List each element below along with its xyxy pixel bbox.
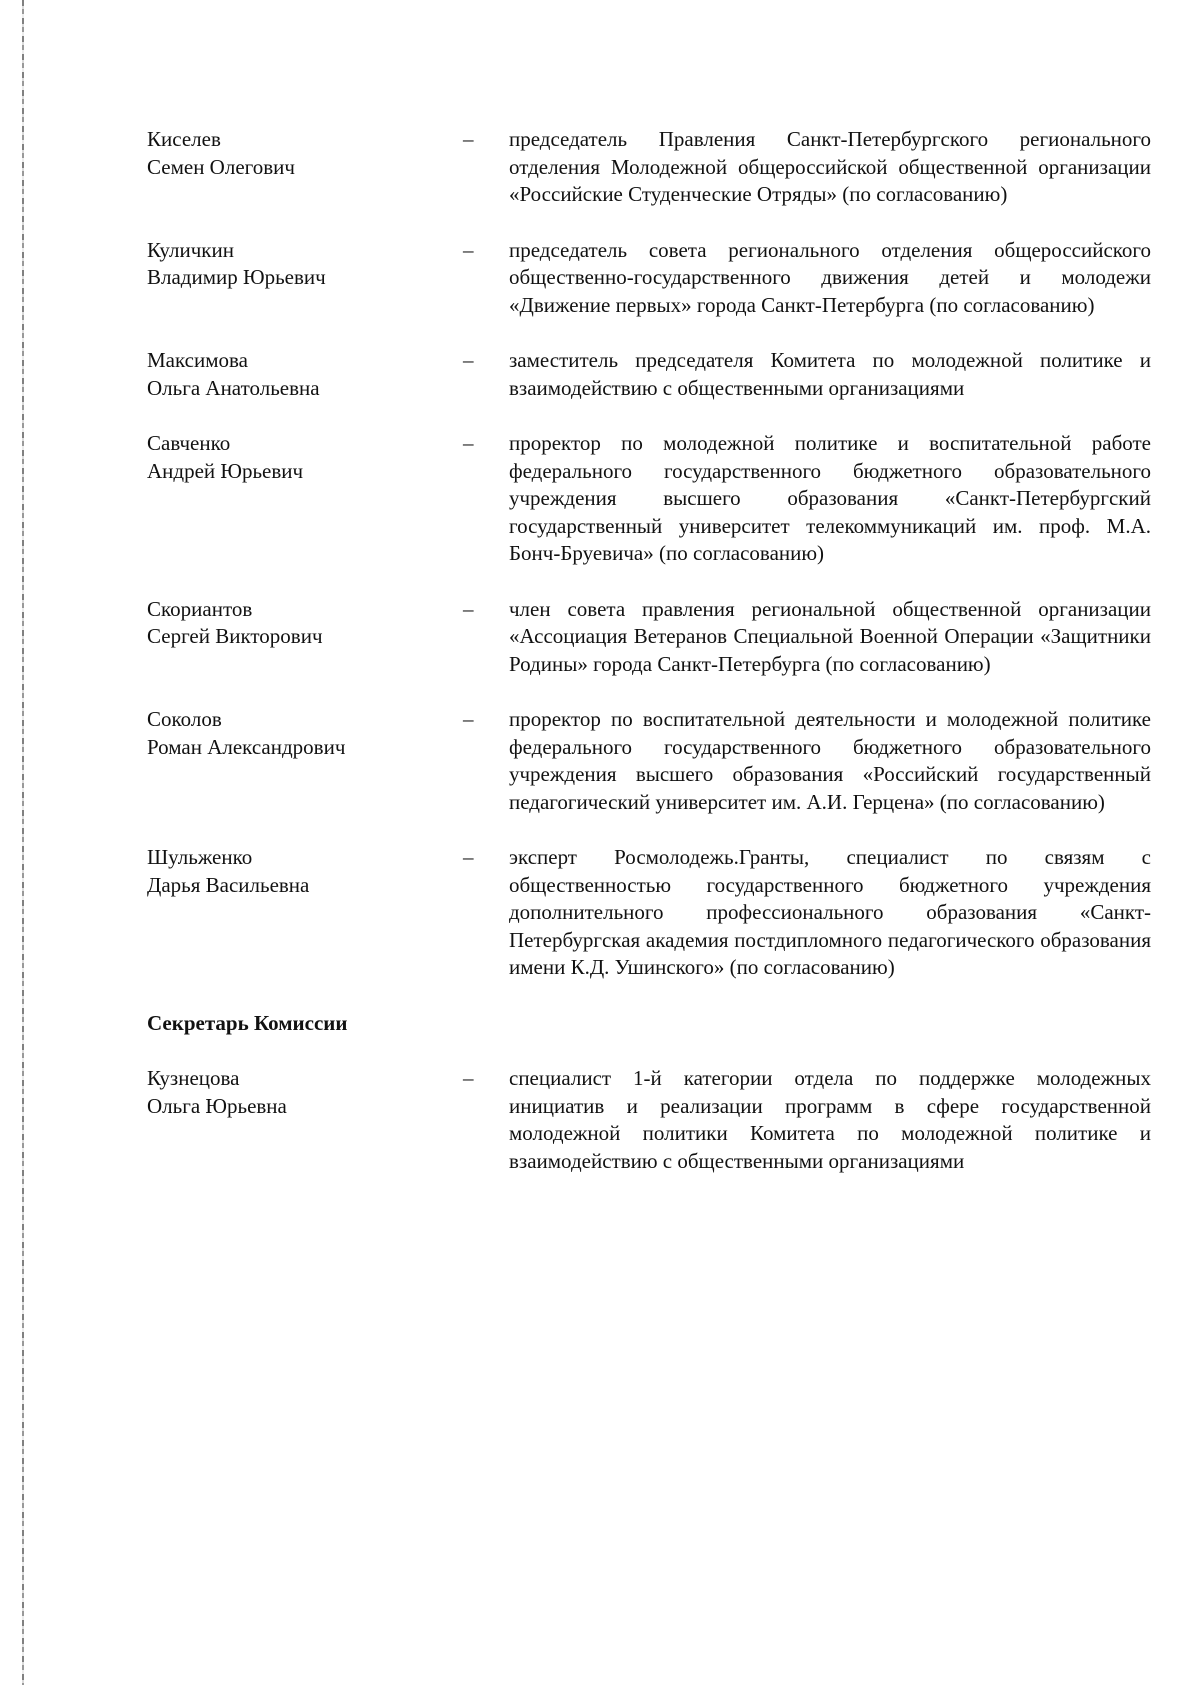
member-role: проректор по воспитательной деятельности и молодежной политике федерального государственного бюджетного образовательного учреждения высшего образования «Российский государственный педагогический университет им. А.И. Герцена» (по согласованию) [509,707,1151,814]
member-role: член совета правления региональной общественной организации «Ассоциация Ветеранов Специальной Военной Операции «Защитники Родины» города Санкт-Петербурга (по согласованию) [509,596,1151,676]
secretary-section-heading: Секретарь Комиссии [147,1010,348,1035]
member-role: проректор по молодежной политике и воспитательной работе федерального государственного бюджетного образовательного учреждения высшего образования «Санкт-Петербургский государственный университет телекоммуникаций им. проф. М.А. Бонч-Бруевича» (по согласованию) [509,431,1151,565]
member-surname: Шульженко [147,845,253,869]
separator-dash: – [463,127,474,151]
member-surname: Куличкин [147,237,234,262]
separator-dash: – [463,348,474,372]
member-role: эксперт Росмолодежь.Гранты, специалист по связям с общественностью государственного бюджетного учреждения дополнительного профессионального образования «Санкт-Петербургская академия постдипломного педагогического образования имени К.Д. Ушинского» (по согласованию) [509,845,1151,979]
member-name [147,596,463,651]
member-entry-sokolov [147,706,1152,816]
separator-dash: – [463,1066,474,1090]
separator-dash: – [463,707,474,731]
member-entry-maksimova [147,347,1152,402]
member-role: председатель Правления Санкт-Петербургского регионального отделения Молодежной общероссийской общественной организации «Российские Студенческие Отряды» (по согласованию) [509,127,1151,206]
member-name [147,237,463,292]
document-page [147,126,1152,1175]
member-surname: Соколов [147,707,222,731]
member-role: председатель совета регионального отделения общероссийского общественно-государственного движения детей и молодежи «Движение первых» города Санкт-Петербурга (по согласованию) [509,237,1151,317]
secretary-entry-kuznetsova [147,1065,1152,1175]
member-entry-kulichkin [147,237,1152,320]
separator-dash: – [463,431,474,455]
member-name [147,126,463,181]
separator-dash: – [463,596,474,621]
member-name [147,844,463,899]
member-surname: Скориантов [147,596,253,621]
member-given-names: Андрей Юрьевич [147,458,304,483]
separator-dash: – [463,845,474,869]
member-given-names: Дарья Васильевна [147,872,310,897]
member-entry-skoriantov [147,596,1152,679]
member-name [147,347,463,402]
member-role: заместитель председателя Комитета по молодежной политике и взаимодействию с общественными организациями [509,348,1151,400]
member-name [147,706,463,761]
member-given-names: Роман Александрович [147,734,346,759]
member-given-names: Сергей Викторович [147,624,323,648]
member-given-names: Ольга Анатольевна [147,375,320,400]
member-entry-shulzhenko [147,844,1152,982]
member-surname: Кузнецова [147,1066,240,1090]
member-role: специалист 1-й категории отдела по поддержке молодежных инициатив и реализации программ в сфере государственной молодежной политики Комитета по молодежной политике и взаимодействию с общественными организациями [509,1066,1151,1173]
member-name [147,1065,463,1120]
member-given-names: Владимир Юрьевич [147,265,326,289]
member-given-names: Семен Олегович [147,154,295,179]
member-given-names: Ольга Юрьевна [147,1093,287,1118]
member-surname: Максимова [147,348,248,372]
separator-dash: – [463,237,474,262]
member-name [147,430,463,485]
member-surname: Савченко [147,431,231,455]
member-entry-kiselev [147,126,1152,209]
member-surname: Киселев [147,127,221,151]
member-entry-savchenko [147,430,1152,568]
scan-edge-artifact [22,0,24,1685]
